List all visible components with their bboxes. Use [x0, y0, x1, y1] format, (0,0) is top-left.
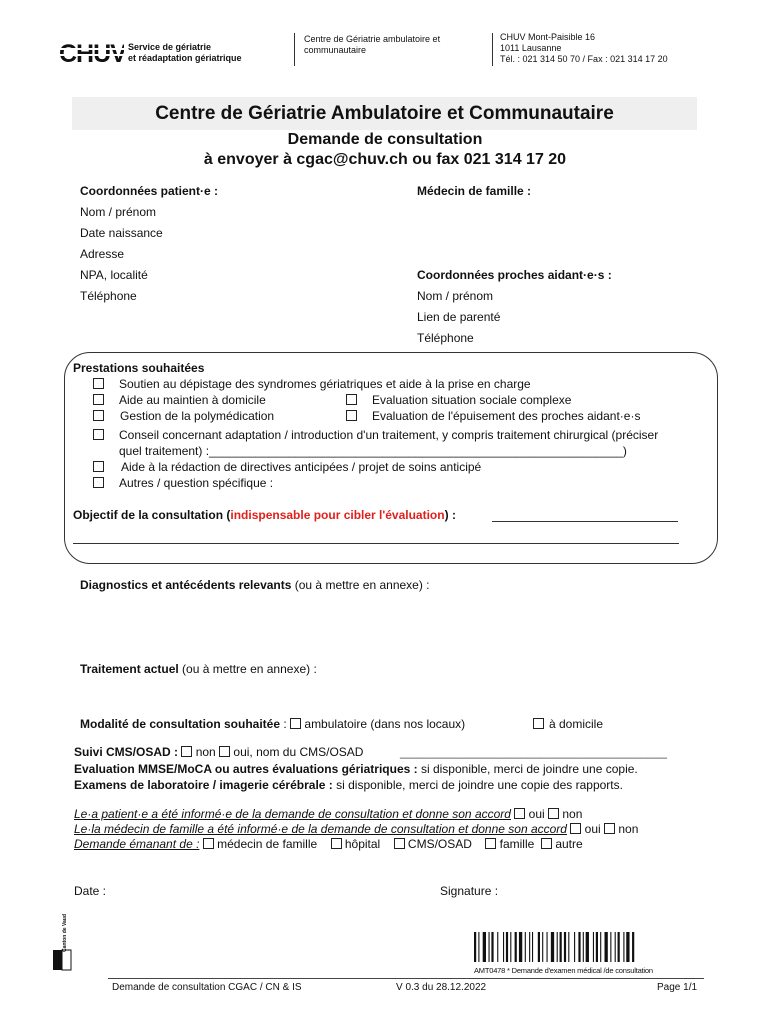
proches-heading: Coordonnées proches aidant·e·s :	[417, 268, 612, 282]
examens-row: Examens de laboratoire / imagerie cérébrale : si disponible, merci de joindre une copie des rapports.	[74, 778, 623, 792]
barcode-bar	[515, 932, 517, 962]
checkbox-domicile[interactable]	[533, 718, 544, 729]
barcode-bar	[538, 932, 540, 962]
modalite-row: Modalité de consultation souhaitée : ambulatoire (dans nos locaux)	[80, 717, 466, 731]
proches-phone-label: Téléphone	[417, 331, 474, 345]
demande-origine-row: Demande émanant de : médecin de famille hôpital CMS/OSAD famille autre	[74, 837, 583, 851]
signature-label: Signature :	[440, 884, 499, 898]
suivi-row: Suivi CMS/OSAD : non oui, nom du CMS/OSAD	[74, 745, 364, 759]
centre-name: Centre de Gériatrie ambulatoire et communautaire	[304, 34, 441, 55]
barcode-bar	[483, 932, 486, 962]
barcode-bar	[503, 932, 504, 962]
barcode-bar	[560, 932, 562, 962]
checkbox-origine-hopital[interactable]	[331, 838, 342, 849]
barcode-bar	[583, 932, 584, 962]
label-polymedication: Gestion de la polymédication	[120, 409, 275, 423]
chuv-logo-text: CHUV	[59, 40, 124, 66]
label-quel-traitement: quel traitement) :______________________________________________________________)	[119, 444, 627, 458]
label-situation-sociale: Evaluation situation sociale complexe	[372, 393, 572, 407]
barcode-bar	[474, 932, 476, 962]
barcode-bar	[593, 932, 594, 962]
patient-name-label: Nom / prénom	[80, 205, 157, 219]
barcode-bar	[596, 932, 598, 962]
proches-name-label: Nom / prénom	[417, 289, 494, 303]
barcode-bar	[568, 932, 569, 962]
label-domicile: à domicile	[549, 717, 604, 731]
barcode-bar	[600, 932, 601, 962]
checkbox-patient-oui[interactable]	[514, 808, 525, 819]
header-divider-2	[492, 33, 493, 66]
label-depistage: Soutien au dépistage des syndromes gériatriques et aide à la prise en charge	[119, 377, 531, 391]
checkbox-suivi-non[interactable]	[181, 746, 192, 757]
barcode-bar	[615, 932, 616, 962]
evaluation-row: Evaluation MMSE/MoCA ou autres évaluations gériatriques : si disponible, merci de joindre une copie.	[74, 762, 638, 776]
header-divider-1	[294, 33, 295, 66]
barcode-bar	[525, 932, 526, 962]
medecin-heading: Médecin de famille :	[417, 184, 532, 198]
patient-address-label: Adresse	[80, 247, 125, 261]
checkbox-depistage[interactable]	[93, 378, 104, 389]
vaud-logo	[52, 916, 74, 972]
barcode-icon	[474, 932, 684, 962]
label-directives-anticipees: Aide à la rédaction de directives anticipées / projet de soins anticipé	[121, 460, 482, 474]
barcode-bar	[610, 932, 611, 962]
barcode-bar	[618, 932, 620, 962]
barcode-bar	[542, 932, 543, 962]
objectif-required-note: indispensable pour cibler l'évaluation	[230, 508, 445, 522]
consent-medecin-row: Le·la médecin de famille a été informé·e de la demande de consultation et donne son accord oui non	[74, 822, 639, 836]
patient-heading: Coordonnées patient·e :	[80, 184, 219, 198]
consent-patient-row: Le·a patient·e a été informé·e de la demande de consultation et donne son accord oui non	[74, 807, 583, 821]
label-epuisement-proches: Evaluation de l'épuisement des proches aidant·e·s	[372, 409, 641, 423]
checkbox-origine-medecin[interactable]	[203, 838, 214, 849]
barcode-bar	[605, 932, 608, 962]
checkbox-suivi-oui[interactable]	[219, 746, 230, 757]
barcode-bar	[532, 932, 533, 962]
checkbox-origine-cms[interactable]	[394, 838, 405, 849]
label-conseil-traitement: Conseil concernant adaptation / introduction d'un traitement, y compris traitement chirurgical (préciser	[119, 428, 659, 442]
barcode-bar	[626, 932, 629, 962]
checkbox-ambulatoire[interactable]	[290, 718, 301, 729]
barcode-bar	[578, 932, 580, 962]
objectif-input-line-2[interactable]	[73, 530, 679, 544]
diagnostics-label: Diagnostics et antécédents relevants (ou à mettre en annexe) :	[80, 578, 430, 592]
barcode-bar	[519, 932, 522, 962]
footer-rule	[108, 978, 704, 979]
patient-birthdate-label: Date naissance	[80, 226, 163, 240]
objectif-label: Objectif de la consultation (indispensable pour cibler l'évaluation) :	[73, 508, 456, 522]
barcode-bar	[489, 932, 490, 962]
barcode-bar	[478, 932, 479, 962]
objectif-input-line-1[interactable]	[492, 508, 678, 522]
barcode-bar	[551, 932, 554, 962]
footer-right: Page 1/1	[657, 982, 698, 993]
checkbox-origine-famille[interactable]	[485, 838, 496, 849]
barcode-bar	[510, 932, 511, 962]
vaud-logo-text: Canton de Vaud	[61, 914, 68, 952]
patient-npa-label: NPA, localité	[80, 268, 148, 282]
suivi-cms-input[interactable]: ________________________________________	[400, 745, 667, 759]
chuv-logo	[58, 40, 124, 66]
barcode-bar	[529, 932, 530, 962]
checkbox-autres[interactable]	[93, 477, 104, 488]
checkbox-patient-non[interactable]	[548, 808, 559, 819]
barcode-bar	[632, 932, 634, 962]
barcode	[474, 932, 684, 962]
subtitle-1: Demande de consultation	[287, 131, 483, 148]
page-title: Centre de Gériatrie Ambulatoire et Communautaire	[72, 97, 697, 130]
prestations-heading: Prestations souhaitées	[73, 361, 205, 375]
barcode-bar	[547, 932, 548, 962]
service-name: Service de gériatrie et réadaptation gériatrique	[128, 42, 242, 63]
barcode-caption: AMT0478 * Demande d'examen médical /de consultation	[474, 966, 653, 975]
checkbox-medecin-oui[interactable]	[570, 823, 581, 834]
centre-address: CHUV Mont-Paisible 16 1011 Lausanne Tél. : 021 314 50 70 / Fax : 021 314 17 20	[500, 32, 668, 64]
proches-relation-label: Lien de parenté	[417, 310, 501, 324]
checkbox-maintien-domicile[interactable]	[93, 394, 104, 405]
checkbox-polymedication[interactable]	[93, 410, 104, 421]
barcode-bar	[574, 932, 575, 962]
barcode-bar	[557, 932, 558, 962]
checkbox-epuisement-proches[interactable]	[346, 410, 357, 421]
footer-left: Demande de consultation CGAC / CN & IS	[112, 982, 302, 993]
checkbox-conseil-traitement[interactable]	[93, 429, 104, 440]
label-autres: Autres / question spécifique :	[119, 476, 274, 490]
footer-center: V 0.3 du 28.12.2022	[396, 982, 487, 993]
barcode-bar	[623, 932, 624, 962]
date-label: Date :	[74, 884, 107, 898]
barcode-bar	[564, 932, 566, 962]
label-maintien-domicile: Aide au maintien à domicile	[119, 393, 266, 407]
checkbox-directives-anticipees[interactable]	[93, 461, 104, 472]
checkbox-medecin-non[interactable]	[604, 823, 615, 834]
barcode-bar	[497, 932, 498, 962]
barcode-bar	[506, 932, 508, 962]
label-ambulatoire: ambulatoire (dans nos locaux)	[304, 717, 466, 731]
checkbox-origine-autre[interactable]	[541, 838, 552, 849]
checkbox-situation-sociale[interactable]	[346, 394, 357, 405]
patient-phone-label: Téléphone	[80, 289, 137, 303]
barcode-bar	[491, 932, 493, 962]
subtitle-2: à envoyer à cgac@chuv.ch ou fax 021 314 17 20	[203, 151, 567, 168]
barcode-bar	[586, 932, 589, 962]
traitement-label: Traitement actuel (ou à mettre en annexe) :	[80, 662, 317, 676]
